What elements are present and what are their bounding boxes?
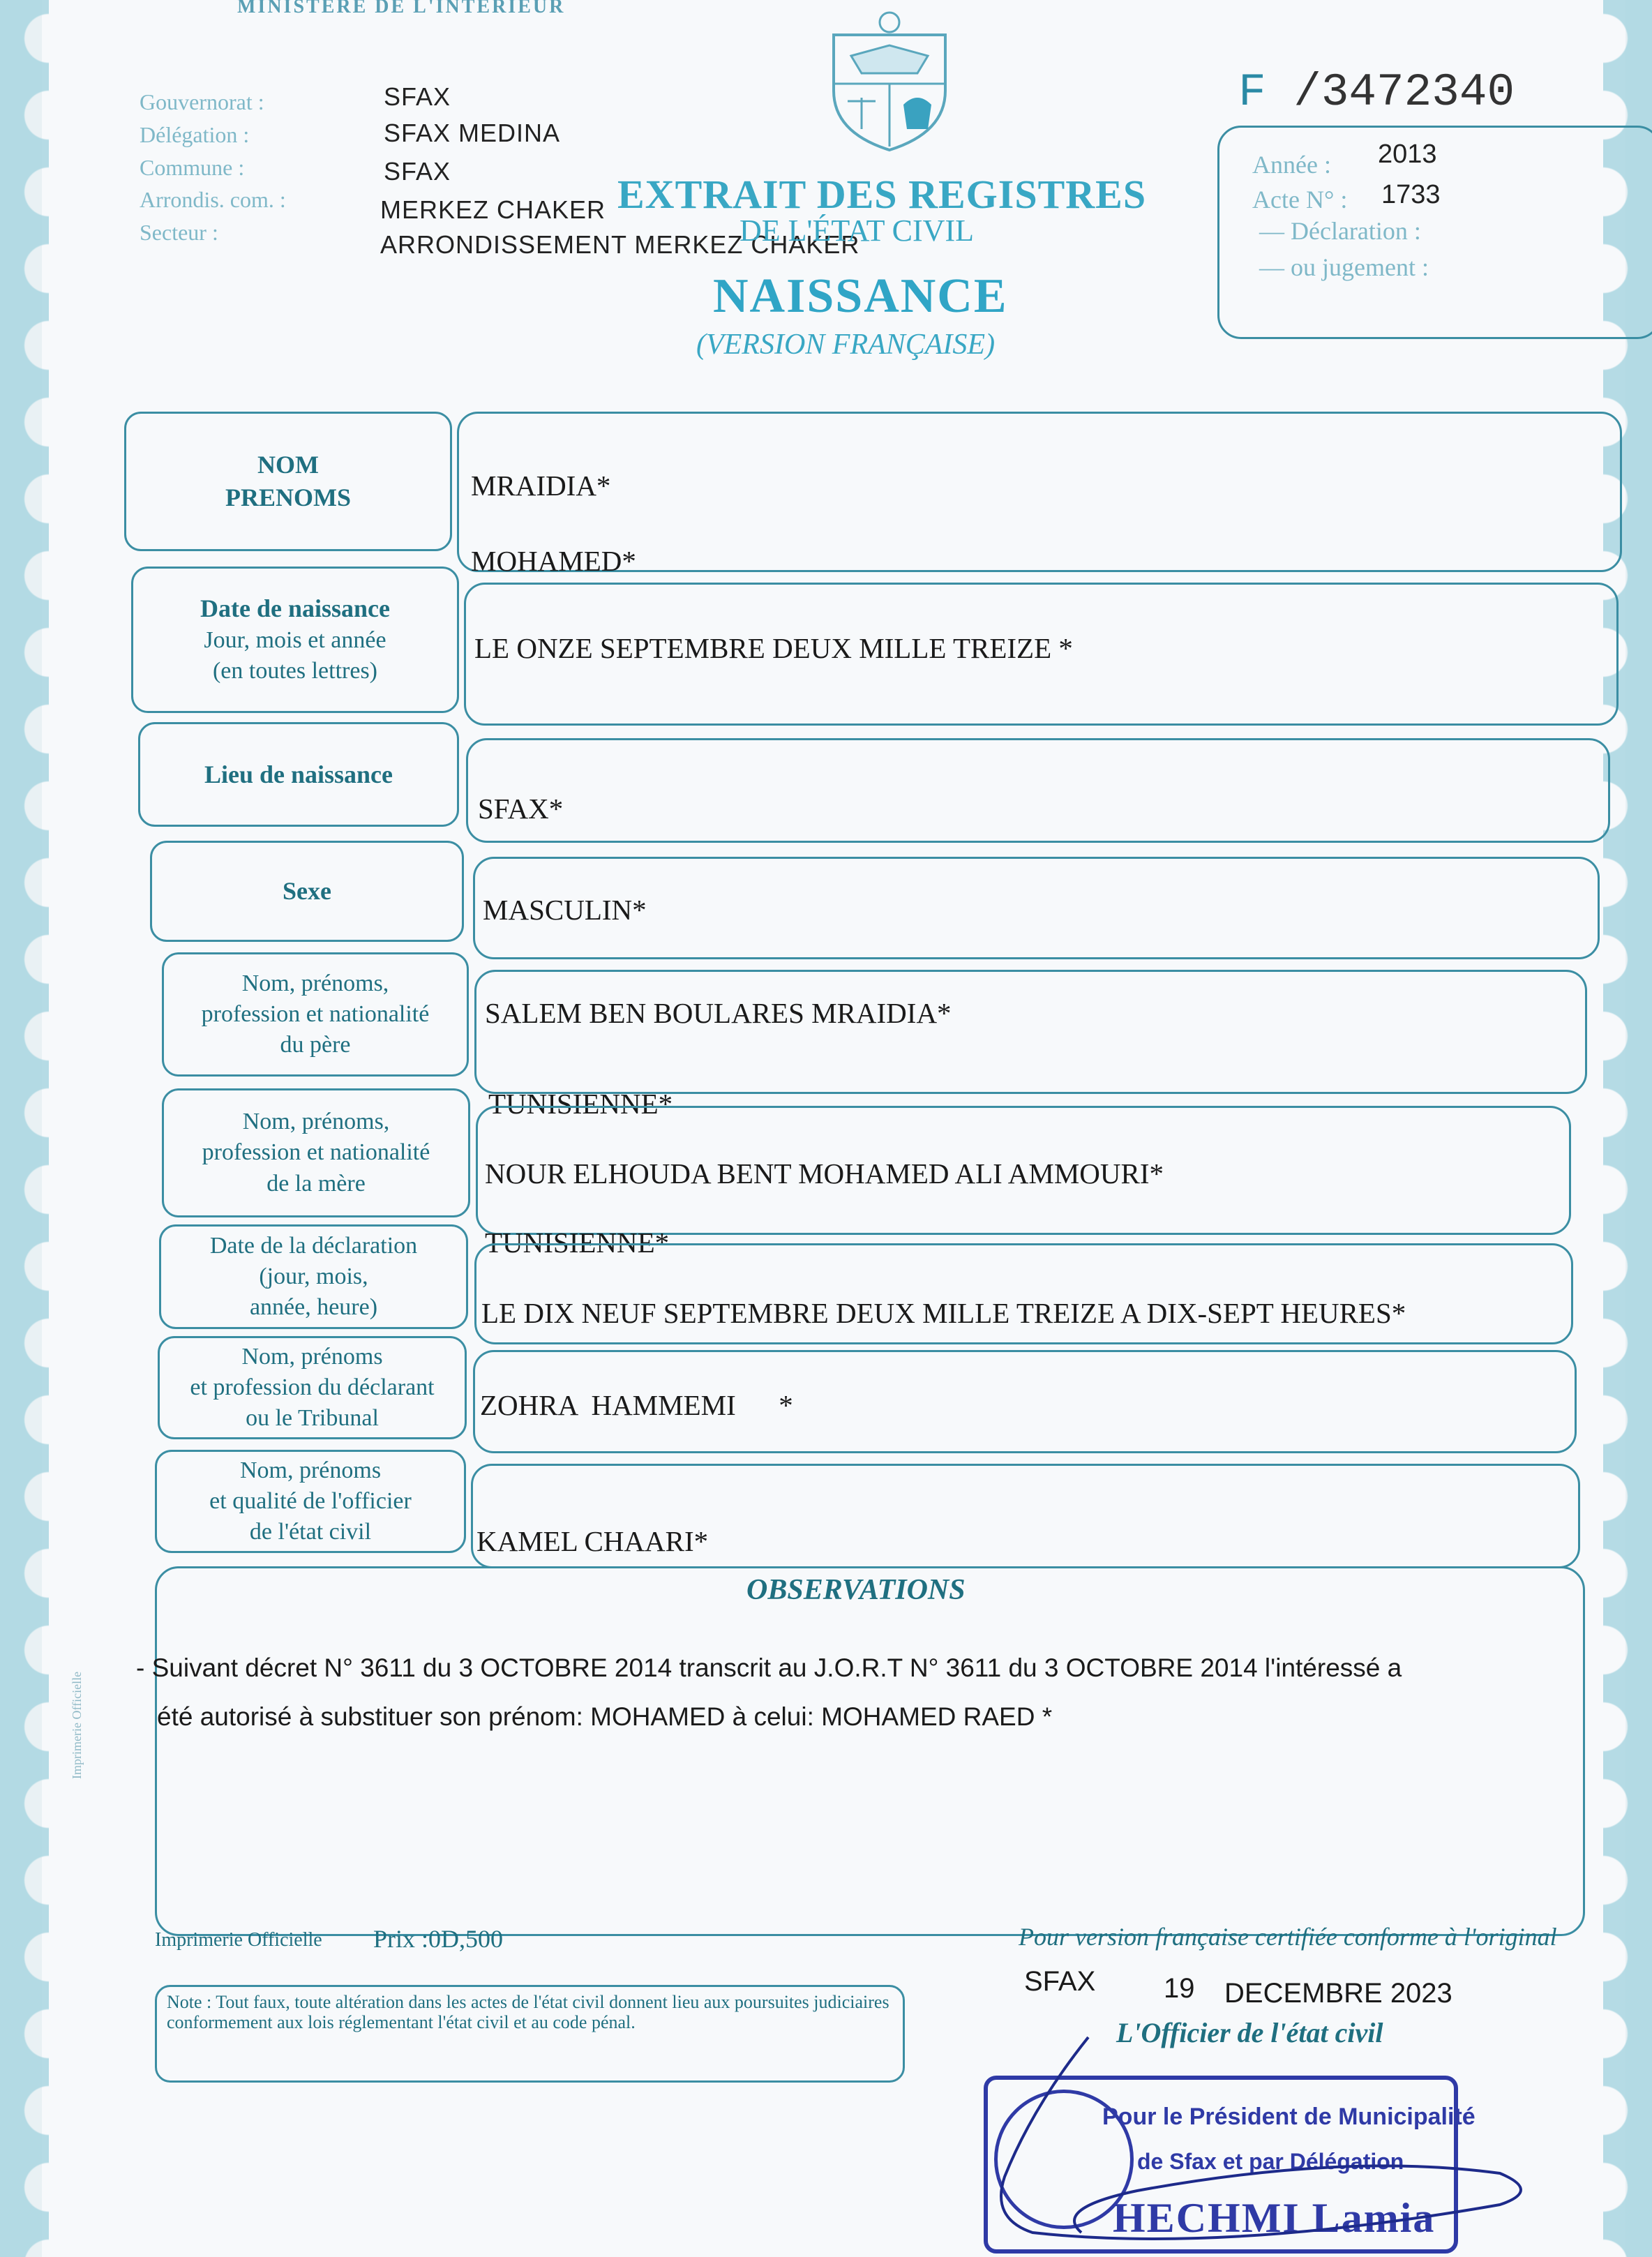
declaration-date-label-box (159, 1224, 468, 1329)
secteur-value: ARRONDISSEMENT MERKEZ CHAKER (380, 230, 860, 259)
sexe-label: Sexe (283, 877, 331, 906)
gouvernorat-label: Gouvernorat : (140, 89, 264, 114)
pere-label-3: du père (280, 1032, 351, 1058)
officier-label-box (155, 1450, 466, 1553)
lieu-naissance-value: SFAX* (478, 793, 564, 825)
declarant-label-1: Nom, prénoms (241, 1343, 383, 1370)
sexe-label-box (150, 841, 464, 942)
stamp-name: HECHMI Lamia (1113, 2195, 1436, 2241)
date-naissance-sublabel-2: (en toutes lettres) (212, 658, 378, 684)
mere-nationality-value: TUNISIENNE* (485, 1227, 670, 1259)
acte-label: Acte N° : (1252, 186, 1348, 213)
prenoms-value: MOHAMED* (471, 545, 636, 577)
issue-month-year: DECEMBRE 2023 (1224, 1978, 1452, 2009)
observations-box (155, 1566, 1585, 1936)
arrondissement-value: MERKEZ CHAKER (380, 195, 606, 224)
observations-side-text: Imprimerie Officielle (70, 1671, 84, 1779)
stamp-line-2: de Sfax et par Délégation (1137, 2149, 1404, 2174)
imprimerie-label: Imprimerie Officielle (155, 1929, 322, 1951)
mere-label-2: profession et nationalité (202, 1139, 430, 1166)
date-naissance-sublabel-1: Jour, mois et année (204, 627, 386, 654)
legal-note-box: Note : Tout faux, toute altération dans les actes de l'état civil donnent lieu aux poursuites judiciaires conformement aux lois réglementant l'état civil et au code pénal. (155, 1985, 905, 2083)
declaration-date-value: LE DIX NEUF SEPTEMBRE DEUX MILLE TREIZE A DIX-SEPT HEURES* (481, 1297, 1406, 1329)
pere-value-box (474, 970, 1587, 1094)
observations-title: OBSERVATIONS (746, 1574, 966, 1606)
stamp-line-1: Pour le Président de Municipalité (1102, 2104, 1475, 2130)
pere-label-box (162, 952, 469, 1077)
officier-label-3: de l'état civil (249, 1519, 372, 1545)
lieu-naissance-label-box (138, 722, 459, 827)
mere-label-1: Nom, prénoms, (242, 1109, 390, 1135)
prenoms-label: PRENOMS (225, 483, 351, 511)
acte-value: 1733 (1381, 180, 1441, 209)
annee-value: 2013 (1378, 140, 1437, 169)
issue-place: SFAX (1024, 1966, 1096, 1997)
observations-line-1: - Suivant décret N° 3611 du 3 OCTOBRE 2014 transcrit au J.O.R.T N° 3611 du 3 OCTOBRE 2014 l'intéressé a (136, 1654, 1402, 1682)
date-naissance-label-box (131, 567, 459, 713)
arrondissement-label: Arrondis. com. : (140, 187, 286, 212)
sexe-value: MASCULIN* (483, 894, 647, 926)
handwritten-signature (928, 2023, 1556, 2254)
mere-label-3: de la mère (266, 1170, 366, 1197)
date-naissance-value: LE ONZE SEPTEMBRE DEUX MILLE TREIZE * (474, 632, 1073, 664)
pere-label-1: Nom, prénoms, (241, 970, 389, 996)
mere-name-value: NOUR ELHOUDA BENT MOHAMED ALI AMMOURI* (485, 1157, 1164, 1190)
officier-label-1: Nom, prénoms (239, 1457, 382, 1483)
declarant-label-2: et profession du déclarant (190, 1374, 435, 1400)
title-naissance: NAISSANCE (713, 269, 1008, 323)
certification-text: Pour version française certifiée conforme à l'original (1019, 1923, 1557, 1951)
nom-prenoms-label-box (124, 412, 452, 551)
officer-title: L'Officier de l'état civil (1116, 2017, 1383, 2048)
serial-digits: /3472340 (1293, 66, 1515, 119)
gouvernorat-value: SFAX (384, 82, 451, 111)
declaration-date-label-2: (jour, mois, (259, 1263, 368, 1289)
annee-label: Année : (1252, 151, 1331, 179)
mere-label-box (162, 1088, 470, 1217)
officier-label-2: et qualité de l'officier (209, 1487, 412, 1514)
commune-value: SFAX (384, 157, 451, 186)
serial-prefix: F (1238, 66, 1266, 119)
pere-label-2: profession et nationalité (201, 1000, 430, 1027)
commune-label: Commune : (140, 155, 245, 180)
lieu-naissance-label: Lieu de naissance (204, 760, 393, 788)
observations-line-2: été autorisé à substituer son prénom: MOHAMED à celui: MOHAMED RAED * (157, 1702, 1053, 1731)
declaration-date-label-3: année, heure) (249, 1294, 378, 1321)
nom-label: NOM (257, 451, 319, 479)
title-version: (VERSION FRANÇAISE) (696, 329, 996, 361)
serial-number (1238, 66, 1515, 119)
left-decorative-border (0, 0, 49, 2257)
pere-nationality-value: TUNISIENNE* (488, 1088, 673, 1120)
jugement-label: — ou jugement : (1259, 253, 1429, 281)
nom-value: MRAIDIA* (471, 470, 611, 502)
secteur-label: Secteur : (140, 220, 218, 245)
ministry-heading: MINISTERE DE L'INTERIEUR (237, 0, 566, 17)
coat-of-arms-emblem (820, 7, 959, 153)
delegation-value: SFAX MEDINA (384, 119, 561, 147)
officier-value: KAMEL CHAARI* (476, 1525, 709, 1557)
pere-name-value: SALEM BEN BOULARES MRAIDIA* (485, 997, 952, 1029)
issue-day: 19 (1164, 1973, 1195, 2004)
declaration-label: — Déclaration : (1259, 217, 1421, 245)
prix-label: Prix :0D,500 (373, 1925, 504, 1953)
delegation-label: Délégation : (140, 122, 250, 147)
declarant-value: ZOHRA HAMMEMI * (480, 1389, 793, 1421)
declaration-date-label-1: Date de la déclaration (209, 1232, 418, 1259)
title-etat-civil: DE L'ÉTAT CIVIL (739, 213, 974, 248)
declarant-label-3: ou le Tribunal (246, 1405, 379, 1432)
declarant-label-box (158, 1336, 467, 1439)
date-naissance-label: Date de naissance (200, 594, 390, 623)
title-extrait: EXTRAIT DES REGISTRES (617, 172, 1147, 217)
lieu-naissance-value-box (466, 738, 1610, 843)
